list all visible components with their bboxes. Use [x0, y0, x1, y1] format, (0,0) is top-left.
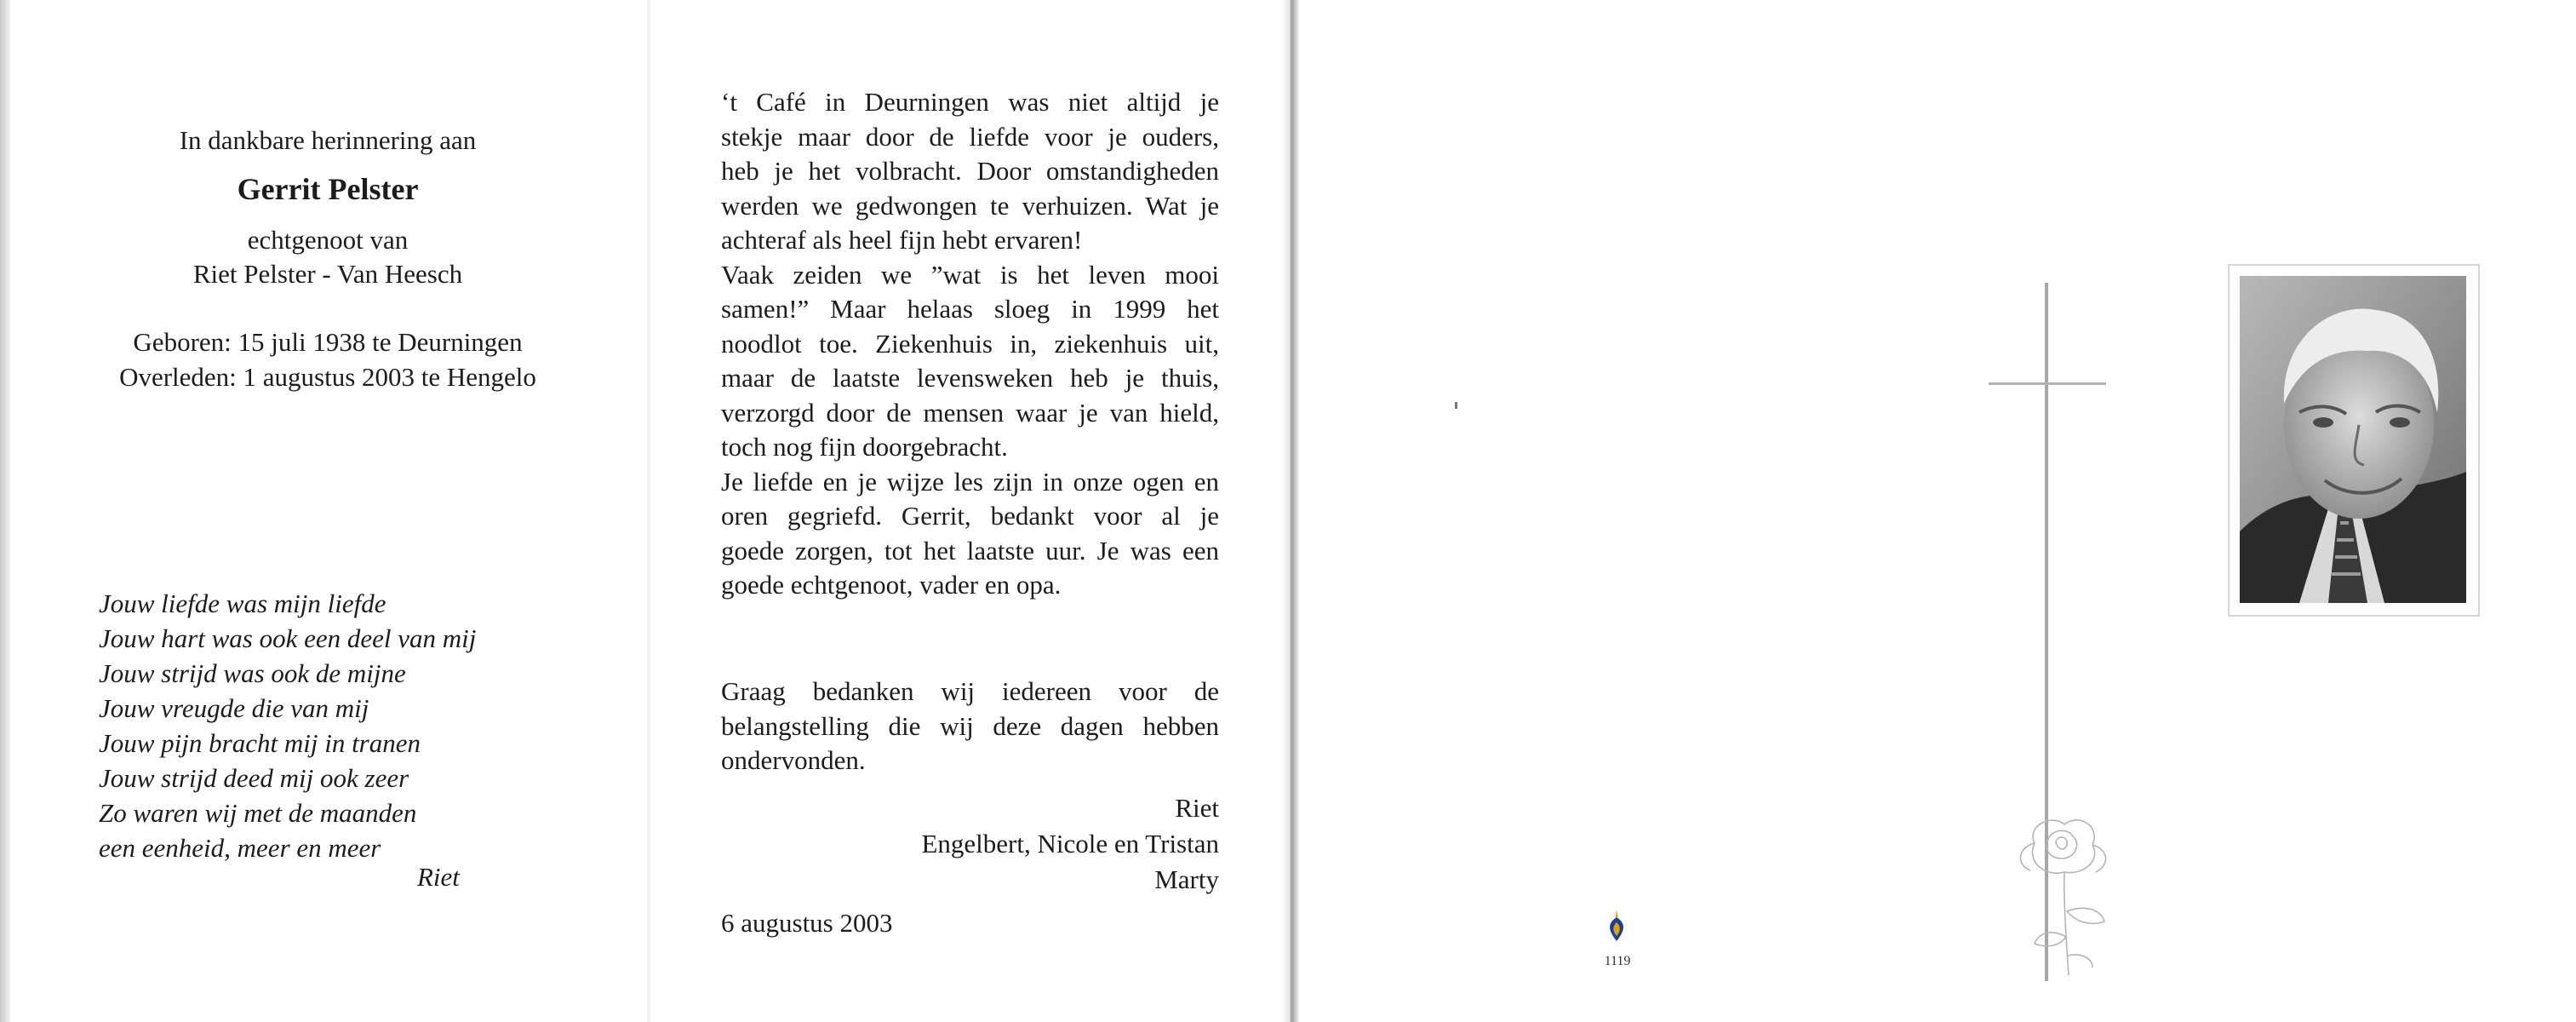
paragraph-line: maar de laatste levensweken heb je thuis,: [721, 363, 1219, 393]
portrait-photo: [2240, 276, 2466, 603]
poem-line: Jouw strijd deed mij ook zeer: [99, 763, 409, 793]
signature-line: Marty: [1154, 864, 1219, 894]
paragraph-line: toch nog fijn doorgebracht.: [721, 432, 1008, 462]
rose-drawing-icon: [2001, 809, 2128, 979]
poem-signature: Riet: [417, 862, 460, 892]
paragraph-line: goede echtgenoot, vader en opa.: [721, 570, 1062, 600]
paragraph-line: werden we gedwongen te verhuizen. Wat je: [721, 190, 1219, 221]
deceased-name: Gerrit Pelster: [237, 172, 419, 206]
memorial-paragraph: [721, 85, 1219, 603]
spouse-label: echtgenoot van: [247, 225, 409, 255]
paragraph-line: noodlot toe. Ziekenhuis in, ziekenhuis uit,: [721, 328, 1219, 359]
paragraph-line: goede zorgen, tot het laatste uur. Je was een: [721, 535, 1219, 566]
intro-line: In dankbare herinnering aan: [179, 125, 477, 155]
poem-line: Jouw hart was ook een deel van mij: [99, 623, 477, 653]
poem-line: Jouw vreugde die van mij: [99, 693, 369, 723]
paragraph-line: oren gegriefd. Gerrit, bedankt voor al je: [721, 501, 1219, 531]
spouse-name: Riet Pelster - Van Heesch: [192, 259, 463, 289]
card-fold-edge: [1282, 0, 1299, 1022]
poem: [99, 586, 476, 865]
poem-line: Jouw pijn bracht mij in tranen: [99, 728, 421, 758]
thanks-paragraph: [721, 675, 1219, 778]
paragraph-line: achteraf als heel fijn hebt ervaren!: [721, 225, 1083, 255]
card-left-edge: [0, 0, 10, 1022]
thanks-line: Graag bedanken wij iedereen voor de: [721, 676, 1219, 706]
printer-number: 1119: [1604, 954, 1631, 968]
card-date: 6 augustus 2003: [721, 908, 893, 938]
poem-line: Zo waren wij met de maanden: [99, 798, 417, 828]
paragraph-line: Vaak zeiden we ”wat is het leven mooi: [721, 259, 1219, 290]
poem-line: een eenheid, meer en meer: [99, 833, 381, 863]
birth-line: Geboren: 15 juli 1938 te Deurningen: [133, 327, 523, 357]
paragraph-line: ‘t Café in Deurningen was niet altijd je: [721, 87, 1219, 117]
cross-horizontal-beam: [1989, 382, 2106, 385]
inner-fold-line: [647, 0, 650, 1022]
poem-line: Jouw liefde was mijn liefde: [99, 589, 386, 618]
printer-logo-icon: [1600, 910, 1633, 944]
death-line: Overleden: 1 augustus 2003 te Hengelo: [119, 362, 536, 392]
paragraph-line: verzorgd door de mensen waar je van hield,: [721, 397, 1219, 428]
paragraph-line: Je liefde en je wijze les zijn in onze ogen en: [721, 466, 1219, 497]
paragraph-line: heb je het volbracht. Door omstandigheden: [721, 156, 1219, 186]
signature-line: Engelbert, Nicole en Tristan: [921, 829, 1219, 858]
thanks-line: belangstelling die wij deze dagen hebben: [721, 710, 1219, 741]
thanks-line: ondervonden.: [721, 745, 866, 775]
paper-speck: [1455, 402, 1457, 409]
paragraph-line: samen!” Maar helaas sloeg in 1999 het: [721, 294, 1219, 324]
paragraph-line: stekje maar door de liefde voor je ouders,: [721, 121, 1219, 152]
signature-line: Riet: [1175, 793, 1219, 823]
poem-line: Jouw strijd was ook de mijne: [99, 658, 406, 688]
family-signatures: [721, 790, 1219, 898]
portrait-frame: [2228, 264, 2480, 617]
